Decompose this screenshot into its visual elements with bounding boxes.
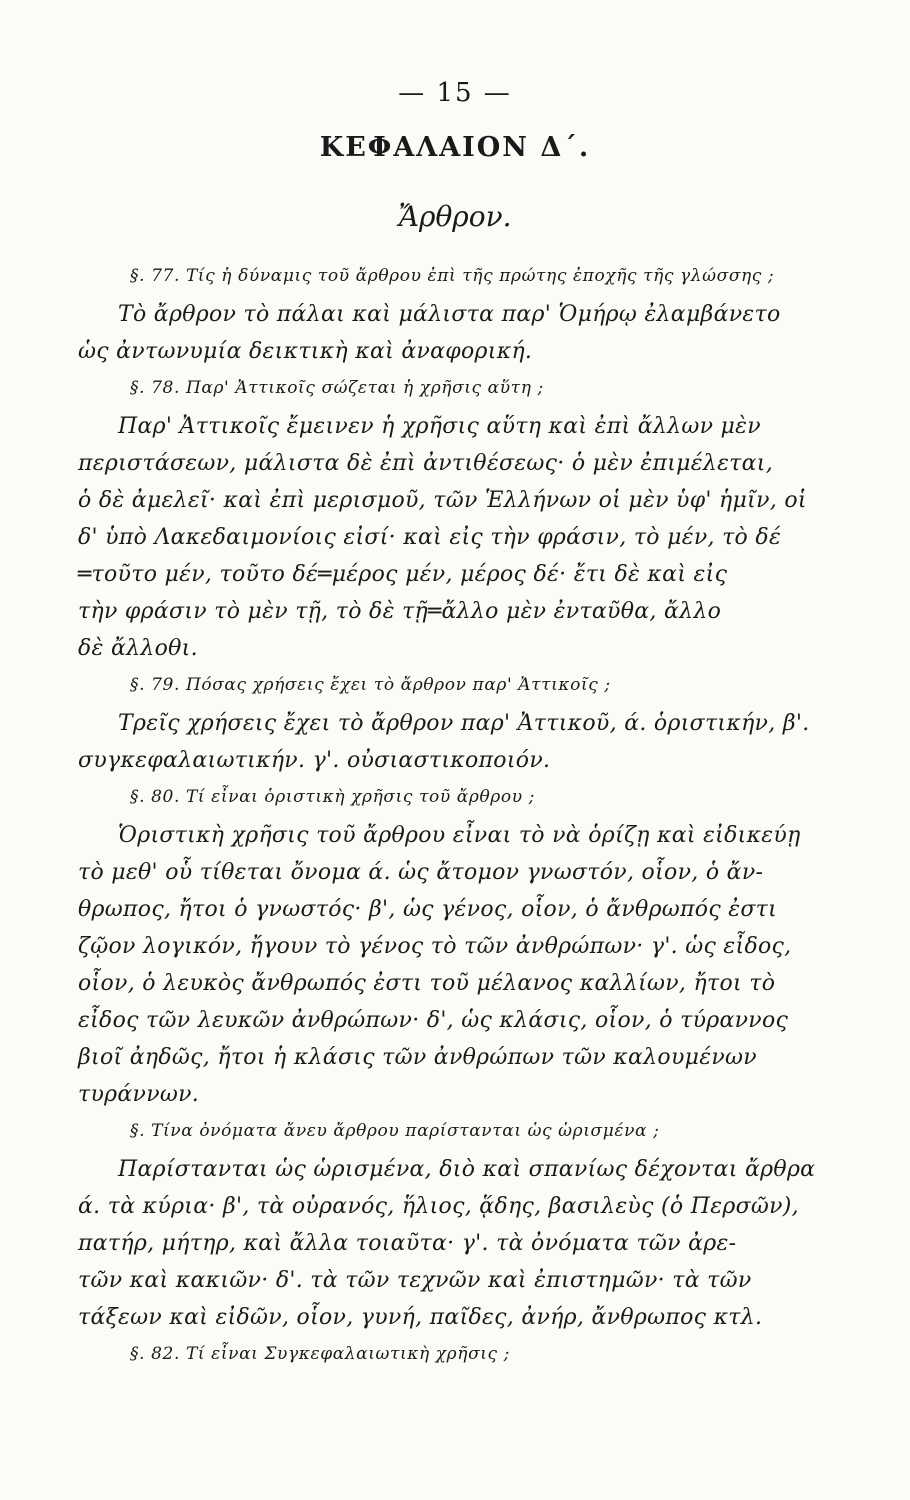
answer-line: Τὸ ἄρθρον τὸ πάλαι καὶ μάλιστα παρ' Ὁμήρῳ ἐλαμβάνετο [118,302,781,327]
section-82 [78,1340,820,1368]
answer-line: ζῷον λογικόν, ἤγουν τὸ γένος τὸ τῶν ἀνθρώπων· γ'. ὡς εἶδος, [78,934,792,959]
section-subtitle: Ἄρθρον. [398,200,512,233]
question-78: §. 78. Παρ' Ἀττικοῖς σώζεται ἡ χρῆσις αὕτη ; [130,378,544,398]
answer-line: θρωπος, ἤτοι ὁ γνωστός· β', ὡς γένος, οἷον, ὁ ἄνθρωπός ἐστι [78,897,778,922]
question-80: §. 80. Τί εἶναι ὁριστικὴ χρῆσις τοῦ ἄρθρου ; [130,787,535,807]
answer-line: τάξεων καὶ εἰδῶν, οἷον, γυνή, παῖδες, ἀνήρ, ἄνθρωπος κτλ. [78,1305,763,1330]
answer-line: δ' ὑπὸ Λακεδαιμονίοις εἰσί· καὶ εἰς τὴν φράσιν, τὸ μέν, τὸ δέ [78,525,782,550]
answer-79 [78,705,820,779]
answer-81 [78,1151,820,1336]
answer-line: τυράννων. [78,1082,200,1107]
answer-line: ὁ δὲ ἀμελεῖ· καὶ ἐπὶ μερισμοῦ, τῶν Ἑλλήνων οἱ μὲν ὑφ' ἡμῖν, οἱ [78,488,807,513]
answer-line: περιστάσεων, μάλιστα δὲ ἐπὶ ἀντιθέσεως· ὁ μὲν ἐπιμέλεται, [78,451,774,476]
answer-line: πατήρ, μήτηρ, καὶ ἄλλα τοιαῦτα· γ'. τὰ ὀνόματα τῶν ἀρε- [78,1231,737,1256]
answer-line: συγκεφαλαιωτικήν. γ'. οὐσιαστικοποιόν. [78,748,551,773]
answer-77 [78,296,820,370]
question-82: §. 82. Τί εἶναι Συγκεφαλαιωτικὴ χρῆσις ; [130,1344,510,1364]
answer-line: ά. τὰ κύρια· β', τὰ οὐρανός, ἥλιος, ᾅδης, βασιλεὺς (ὁ Περσῶν), [78,1194,799,1219]
answer-78 [78,408,820,667]
page-body [78,262,820,1374]
answer-line: Ὁριστικὴ χρῆσις τοῦ ἄρθρου εἶναι τὸ νὰ ὁρίζῃ καὶ εἰδικεύῃ [118,823,801,848]
answer-line: τὴν φράσιν τὸ μὲν τῇ, τὸ δὲ τῇ═ἄλλο μὲν ἐνταῦθα, ἄλλο [78,599,722,624]
answer-80 [78,817,820,1113]
answer-line: ὡς ἀντωνυμία δεικτικὴ καὶ ἀναφορική. [78,339,533,364]
section-78 [78,374,820,667]
chapter-title: ΚΕΦΑΛΑΙΟΝ Δ΄. [319,132,591,163]
page-number: — 15 — [398,78,512,108]
answer-line: Παρίστανται ὡς ὡρισμένα, διὸ καὶ σπανίως δέχονται ἄρθρα [118,1157,816,1182]
question-81: §. Τίνα ὀνόματα ἄνευ ἄρθρου παρίστανται ὡς ὡρισμένα ; [130,1121,660,1141]
answer-line: ═τοῦτο μέν, τοῦτο δέ═μέρος μέν, μέρος δέ· ἔτι δὲ καὶ εἰς [78,562,728,587]
question-77: §. 77. Τίς ἡ δύναμις τοῦ ἄρθρου ἐπὶ τῆς πρώτης ἐποχῆς τῆς γλώσσης ; [130,266,775,286]
answer-line: τὸ μεθ' οὗ τίθεται ὄνομα ά. ὡς ἄτομον γνωστόν, οἷον, ὁ ἄν- [78,860,764,885]
answer-line: δὲ ἄλλοθι. [78,636,198,661]
answer-line: εἶδος τῶν λευκῶν ἀνθρώπων· δ', ὡς κλάσις, οἷον, ὁ τύραννος [78,1008,789,1033]
section-77 [78,262,820,370]
question-79: §. 79. Πόσας χρήσεις ἔχει τὸ ἄρθρον παρ' Ἀττικοῖς ; [130,675,611,695]
answer-line: τῶν καὶ κακιῶν· δ'. τὰ τῶν τεχνῶν καὶ ἐπιστημῶν· τὰ τῶν [78,1268,752,1293]
section-79 [78,671,820,779]
section-80 [78,783,820,1113]
section-81 [78,1117,820,1336]
answer-line: βιοῖ ἀηδῶς, ἤτοι ἡ κλάσις τῶν ἀνθρώπων τῶν καλουμένων [78,1045,757,1070]
answer-line: Παρ' Ἀττικοῖς ἔμεινεν ἡ χρῆσις αὕτη καὶ ἐπὶ ἄλλων μὲν [118,414,761,439]
answer-line: οἷον, ὁ λευκὸς ἄνθρωπός ἐστι τοῦ μέλανος καλλίων, ἤτοι τὸ [78,971,776,996]
answer-line: Τρεῖς χρήσεις ἔχει τὸ ἄρθρον παρ' Ἀττικοῦ, ά. ὁριστικήν, β'. [118,711,810,736]
